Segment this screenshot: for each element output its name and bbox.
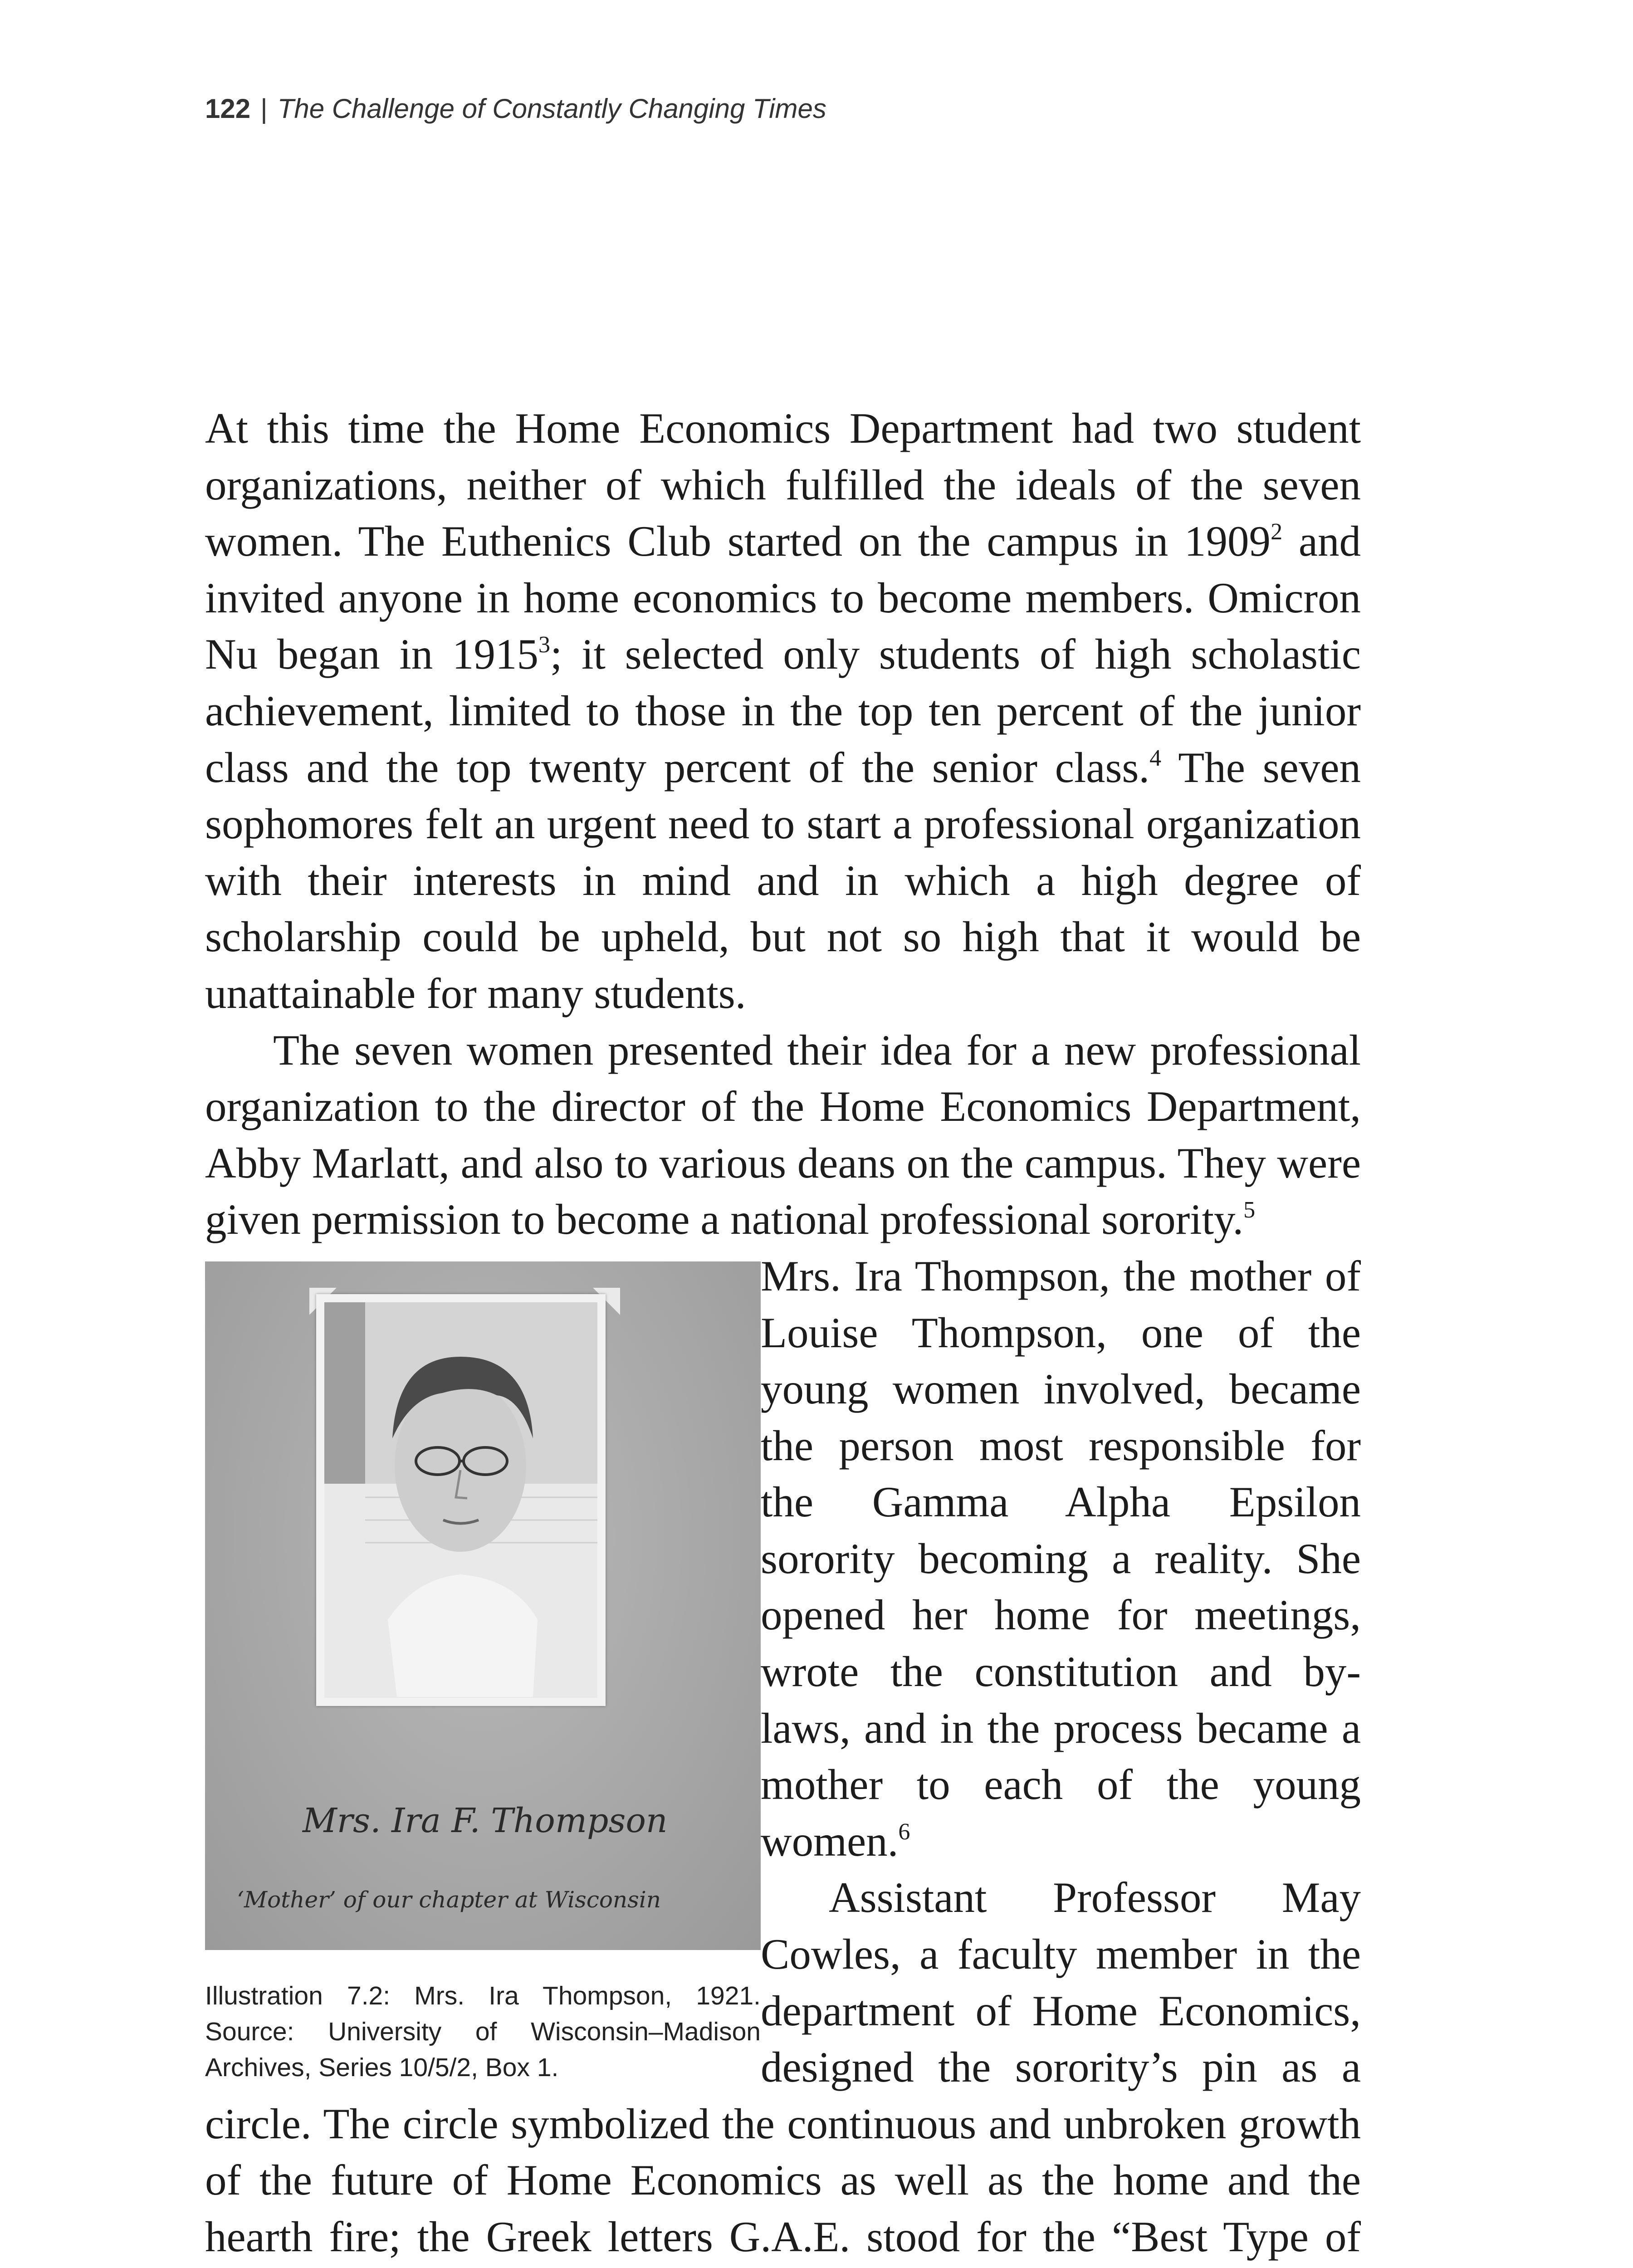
paragraph-1-text-b: and invited anyone in home economics to become members. Omicron Nu began in 1915 bbox=[205, 517, 1361, 679]
portrait-drawing bbox=[324, 1302, 597, 1698]
paragraph-2-text-a: The seven women presented their idea for a new professional organization to the director of the Home Economics Department, Abby Marlatt, and also to various deans on the campus. They were given permission to become a national professional sorority. bbox=[205, 1026, 1361, 1244]
portrait-photo bbox=[324, 1302, 597, 1698]
illustration-photo bbox=[205, 1261, 761, 1950]
illustration-figure bbox=[205, 1261, 761, 2086]
running-title: The Challenge of Constantly Changing Times bbox=[277, 93, 826, 124]
signature-name: Mrs. Ira F. Thompson bbox=[303, 1801, 668, 1840]
page-number: 122 bbox=[205, 93, 251, 124]
body-text bbox=[205, 400, 1361, 2268]
paragraph-1-text-d: The seven sophomores felt an urgent need to start a professional organization with their interests in mind and in which a high degree of scholarship could be upheld, but not so high that it would be unattainable for many students. bbox=[205, 743, 1361, 1017]
paragraph-3-text: Assistant Professor May Cowles, a faculty member in the department of Home Economics, designed the sorority’s pin as a circle. The circle symbolized the continuous and unbroken growth of the future of Home Economics as well as the home and the hearth fire; the Greek letters G.A.E. stood for the “Best Type of bbox=[205, 1873, 1361, 2261]
footnote-ref-4: 4 bbox=[1149, 745, 1162, 771]
footnote-ref-3: 3 bbox=[538, 632, 550, 658]
paragraph-1-text-c: ; it selected only students of high scholastic achievement, limited to those in the top ten percent of the junior class and the top twenty percent of the senior class. bbox=[205, 630, 1361, 792]
paragraph-1 bbox=[205, 400, 1361, 1022]
paragraph-2 bbox=[205, 1022, 1361, 1248]
running-head bbox=[205, 93, 826, 124]
footnote-ref-6: 6 bbox=[898, 1818, 910, 1845]
header-separator: | bbox=[260, 93, 268, 124]
footnote-ref-5: 5 bbox=[1243, 1197, 1256, 1223]
paragraph-2-text-b: Mrs. Ira Thompson, the mother of Louise Thompson, one of the young women involved, became the person most responsible for the Gamma Alpha Epsilon sorority becoming a reality. She opened her home for meetings, wrote the constitution and by-laws, and in the process became a mother to each of the young women. bbox=[761, 1251, 1361, 1865]
footnote-ref-2: 2 bbox=[1271, 519, 1283, 545]
illustration-caption: Illustration 7.2: Mrs. Ira Thompson, 1921. Source: University of Wisconsin–Madison Archives, Series 10/5/2, Box 1. bbox=[205, 1981, 761, 2082]
portrait-frame bbox=[316, 1294, 606, 1706]
paragraph-1-text-a: At this time the Home Economics Department had two student organizations, neither of which fulfilled the ideals of the seven women. The Euthenics Club started on the campus in 1909 bbox=[205, 404, 1361, 566]
signature-inscription: ‘Mother’ of our chapter at Wisconsin bbox=[237, 1886, 661, 1913]
